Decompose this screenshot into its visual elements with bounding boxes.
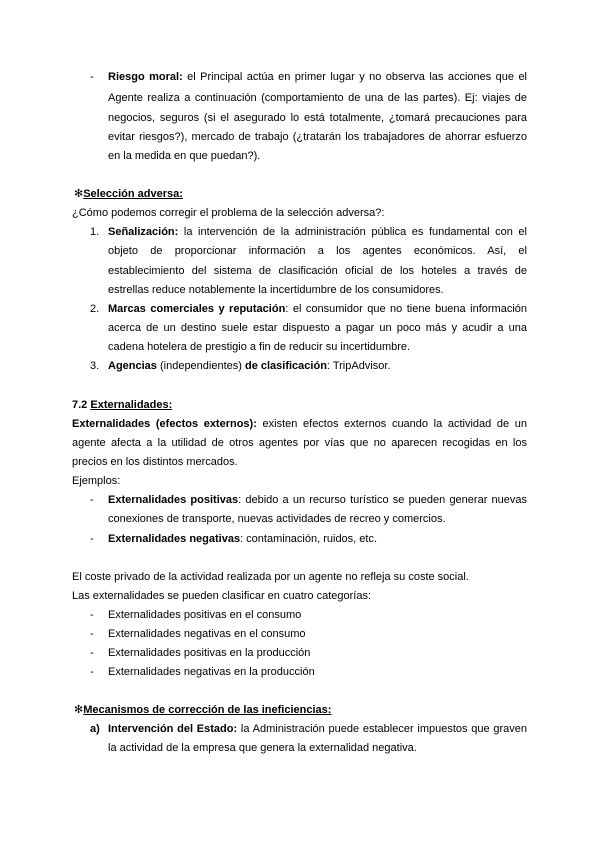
- intervencion-line-2: la actividad de la empresa que genera la externalidad negativa.: [108, 742, 417, 754]
- bullet-dash: -: [90, 628, 94, 640]
- ext-negativas-title: Externalidades negativas: [108, 533, 241, 545]
- seleccion-heading-text: Selección adversa:: [83, 188, 183, 200]
- externalidades-def-line-2: agente afecta a la utilidad de otros agentes por vías que no aparecen recogidas en los: [72, 437, 527, 449]
- externalidades-def-text-1: existen efectos externos cuando la actividad de un: [262, 418, 528, 430]
- ext-negativas-text: : contaminación, ruidos, etc.: [240, 533, 378, 545]
- bullet-dash: -: [90, 647, 94, 659]
- riesgo-moral-text-1: el Principal actúa en primer lugar y no observa las acciones que el: [187, 71, 528, 83]
- riesgo-moral-line-2: Agente realiza a continuación (comportamiento de una de las partes). Ej: viajes de: [108, 92, 527, 104]
- intervencion-line-1: [108, 720, 527, 738]
- mecanismos-heading-text: Mecanismos de corrección de las ineficiencias:: [83, 704, 332, 716]
- ext-positivas-line-2: conexiones de transporte, nuevas actividades de recreo y comercios.: [108, 513, 446, 525]
- category-item: Externalidades negativas en el consumo: [108, 628, 306, 640]
- marcas-title: Marcas comerciales y reputación: [108, 303, 286, 315]
- bullet-dash: -: [90, 71, 94, 83]
- ejemplos-label: Ejemplos:: [72, 475, 121, 487]
- mecanismos-heading: [74, 701, 331, 719]
- agencias-title-2: de clasificación: [244, 360, 327, 372]
- clasificacion-paragraph: Las externalidades se pueden clasificar en cuatro categorías:: [72, 590, 372, 602]
- marcas-line-2: acerca de un destino suele estar dispuesto a pagar un poco más y acudir a una: [108, 322, 527, 334]
- externalidades-def-line-1: [72, 415, 527, 433]
- ext-positivas-line-1: [108, 491, 527, 509]
- bullet-dash: -: [90, 533, 94, 545]
- agencias-middle: (independientes): [156, 360, 245, 372]
- externalidades-heading: [72, 396, 172, 414]
- externalidades-def-title: Externalidades (efectos externos):: [72, 418, 257, 430]
- asterisk-icon: ✻: [74, 704, 84, 716]
- bullet-dash: -: [90, 666, 94, 678]
- ext-positivas-text-1: : debido a un recurso turístico se pueden generar nuevas: [238, 494, 527, 506]
- senalizacion-text-1: la intervención de la administración pública es fundamental con el: [183, 226, 527, 238]
- category-item: Externalidades positivas en el consumo: [108, 609, 302, 621]
- list-number: 2.: [90, 303, 100, 315]
- list-number: 1.: [90, 226, 100, 238]
- bullet-dash: -: [90, 609, 94, 621]
- marcas-text-1: : el consumidor que no tiene buena información: [285, 303, 527, 315]
- intervencion-text-1: la Administración puede establecer impuestos que graven: [240, 723, 528, 735]
- externalidades-heading-text: Externalidades:: [90, 399, 173, 411]
- externalidades-def-line-3: precios en los distintos mercados.: [72, 456, 238, 468]
- marcas-line-3: cadena hotelera de prestigio a fin de reducir su incertidumbre.: [108, 341, 411, 353]
- senalizacion-line-2: objeto de proporcionar información a los agentes económicos. Así, el: [108, 245, 527, 257]
- seleccion-question: ¿Cómo podemos corregir el problema de la selección adversa?:: [72, 207, 385, 219]
- riesgo-moral-line-5: en la medida en que puedan?).: [108, 150, 261, 162]
- riesgo-moral-line-3: negocios, seguros (si el asegurado lo está totalmente, ¿tomará precauciones para: [108, 112, 527, 124]
- agencias-rest: : TripAdvisor.: [326, 360, 391, 372]
- list-letter: a): [90, 723, 100, 735]
- category-item: Externalidades positivas en la producción: [108, 647, 311, 659]
- asterisk-icon: ✻: [74, 188, 84, 200]
- agencias-title: Agencias: [108, 360, 157, 372]
- bullet-dash: -: [90, 494, 94, 506]
- senalizacion-line-4: estrellas reduce notablemente la incertidumbre de los consumidores.: [108, 284, 444, 296]
- senalizacion-line-3: establecimiento del sistema de clasificación oficial de los hoteles a través de: [108, 265, 527, 277]
- list-number: 3.: [90, 360, 100, 372]
- marcas-line-1: [108, 300, 527, 318]
- ext-positivas-title: Externalidades positivas: [108, 494, 239, 506]
- agencias-line: [108, 357, 391, 375]
- riesgo-moral-line-1: [108, 68, 527, 86]
- category-item: Externalidades negativas en la producción: [108, 666, 315, 678]
- seleccion-heading: [74, 185, 183, 203]
- intervencion-title: Intervención del Estado:: [108, 723, 238, 735]
- ext-negativas-line: [108, 530, 377, 548]
- senalizacion-line-1: [108, 223, 527, 241]
- senalizacion-title: Señalización:: [108, 226, 179, 238]
- riesgo-moral-title: Riesgo moral:: [108, 71, 183, 83]
- section-number: 7.2: [72, 399, 88, 411]
- coste-paragraph: El coste privado de la actividad realizada por un agente no refleja su coste social.: [72, 571, 469, 583]
- riesgo-moral-line-4: evitar riesgos?), mercado de trabajo (¿tratarán los trabajadores de ahorrar esfuerzo: [108, 131, 527, 143]
